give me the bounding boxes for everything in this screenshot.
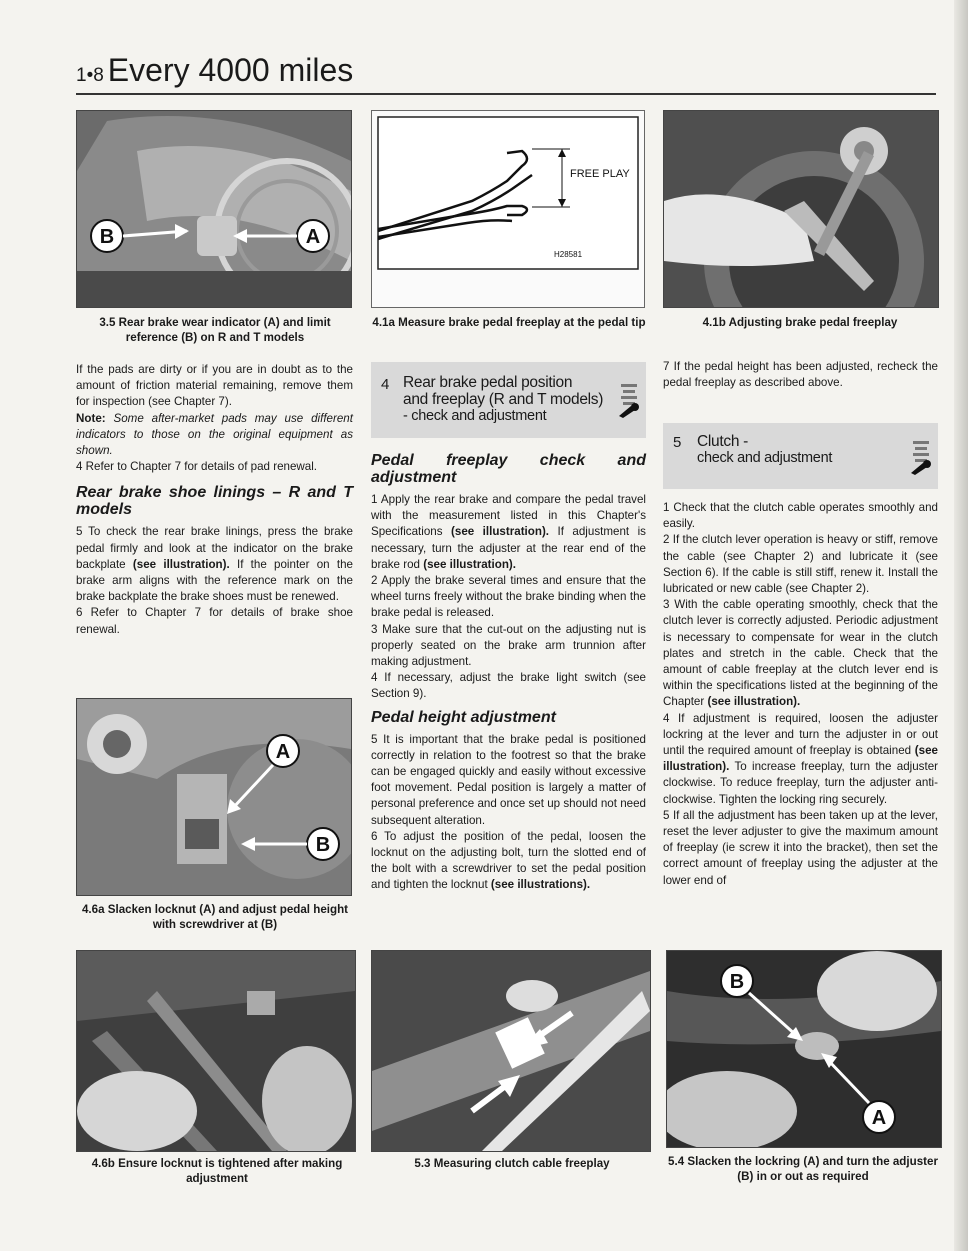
- photo-ensure-locknut-tightened: [76, 950, 356, 1152]
- free-play-label: FREE PLAY: [570, 168, 630, 180]
- paragraph: 1 Apply the rear brake and compare the pedal travel with the measurement listed in this Chapter's Specifications (see illustration). If adjustment is necessary, turn the adjuster at the rear end of the brake rod (see illustration).: [371, 493, 646, 571]
- paragraph: 2 Apply the brake several times and ensure that the wheel turns freely without the brake binding when the brake pedal is released.: [371, 574, 646, 620]
- heading-rear-brake-shoe-linings: Rear brake shoe linings – R and T models: [76, 484, 353, 519]
- paragraph: 3 With the cable operating smoothly, check that the clutch lever is correctly adjusted. Periodic adjustment is necessary to compensate for wear in the clutch plates and stretch in the cable. Check that the amount of cable freeplay at the clutch lever end is within the specifications listed at the beginning of the Chapter (see illustration).: [663, 598, 938, 709]
- section-title-line2: and freeplay (R and T models): [403, 391, 604, 408]
- photo-slacken-lockring: [666, 950, 942, 1148]
- section-4-heading-box: [371, 362, 646, 438]
- paragraph: 4 Refer to Chapter 7 for details of pad renewal.: [76, 460, 318, 474]
- section-subtitle: - check and adjustment: [403, 408, 547, 424]
- caption-fig-3-5: 3.5 Rear brake wear indicator (A) and limit reference (B) on R and T models: [99, 316, 331, 344]
- wrench-icon: [617, 382, 641, 418]
- marker-b: [307, 828, 339, 860]
- page-edge-shadow: [954, 0, 968, 1251]
- svg-text:A: A: [871, 1107, 887, 1129]
- section-title: [697, 433, 832, 467]
- paragraph: If the pads are dirty or if you are in doubt as to the amount of friction material remaining, remove them for inspection (see Chapter 7).: [76, 363, 353, 409]
- paragraph: 3 Make sure that the cut-out on the adjusting nut is properly seated on the brake arm trunnion after making adjustment.: [371, 622, 646, 669]
- caption-fig-4-6b: 4.6b Ensure locknut is tightened after making adjustment: [91, 1157, 343, 1185]
- section-title: [403, 374, 603, 425]
- page-number: 1•8: [76, 65, 104, 86]
- svg-text:A: A: [305, 226, 321, 248]
- paragraph: 4 If adjustment is required, loosen the adjuster lockring at the lever and turn the adjuster in or out until the required amount of freeplay is obtained (see illustration). To increase freeplay, turn the adjuster clockwise. To reduce freeplay, turn the adjuster anti-clockwise. Tighten the locking ring securely.: [663, 711, 939, 806]
- svg-text:B: B: [99, 226, 115, 248]
- diagram-brake-pedal-freeplay: [371, 110, 645, 308]
- paragraph: 5 If all the adjustment has been taken up at the lever, reset the lever adjuster to give the maximum amount of freeplay (ie screw it into the bracket), then set the correct amount of freeplay using the adjuster at the lower end of: [663, 808, 938, 887]
- paragraph: 7 If the pedal height has been adjusted, recheck the pedal freeplay as described above.: [663, 360, 938, 390]
- header-rule: [76, 93, 936, 95]
- svg-text:B: B: [729, 971, 745, 993]
- right-column-text-top: [663, 359, 938, 391]
- caption-fig-5-4: 5.4 Slacken the lockring (A) and turn the adjuster (B) in or out as required: [668, 1155, 938, 1183]
- middle-column-text: [371, 450, 646, 894]
- photo-adjusting-brake-pedal: [663, 110, 939, 308]
- section-title-line1: Clutch -: [697, 433, 749, 450]
- caption-fig-4-6a: 4.6a Slacken locknut (A) and adjust pedal height with screwdriver at (B): [81, 903, 349, 931]
- caption-fig-5-3: 5.3 Measuring clutch cable freeplay: [414, 1157, 610, 1170]
- page-header: [76, 52, 353, 89]
- paragraph: 6 Refer to Chapter 7 for details of brake shoe renewal.: [76, 606, 353, 636]
- section-title-line1: Rear brake pedal position: [403, 374, 573, 391]
- caption-fig-4-1b: 4.1b Adjusting brake pedal freeplay: [702, 316, 898, 329]
- left-column-text: [76, 362, 353, 638]
- diagram-ref: H28581: [554, 250, 583, 259]
- photo-rear-brake-wear-indicator: [76, 110, 352, 308]
- heading-pedal-freeplay: Pedal freeplay check and adjustment: [371, 452, 646, 486]
- paragraph: 6 To adjust the position of the pedal, loosen the locknut on the adjusting bolt, turn the slotted end of the bolt with a screwdriver to set the pedal position and tighten the locknut (see illustrations).: [371, 829, 646, 892]
- section-number: 4: [381, 376, 390, 393]
- section-5-heading-box: [663, 423, 938, 489]
- paragraph: 2 If the clutch lever operation is heavy or stiff, remove the cable (see Chapter 2) and lubricate it (see Section 6). If the cable is still stiff, renew it. Install the lubricated or new cable (see Chapter 2).: [663, 533, 938, 596]
- svg-text:A: A: [275, 741, 291, 763]
- page-title: Every 4000 miles: [107, 52, 354, 88]
- paragraph: 1 Check that the clutch cable operates smoothly and easily.: [663, 501, 938, 531]
- photo-slacken-locknut: [76, 698, 352, 896]
- paragraph: 5 To check the rear brake linings, press the brake pedal firmly and look at the indicator on the brake backplate (see illustration). If the pointer on the brake arm aligns with the reference mark on the brake backplate the brake shoes must be renewed.: [76, 525, 353, 604]
- photo-measuring-clutch-cable: [371, 950, 651, 1152]
- wrench-icon: [909, 439, 933, 475]
- section-number: 5: [673, 434, 682, 451]
- paragraph: 5 It is important that the brake pedal is positioned correctly in relation to the footrest so that the brake can be engaged quickly and easily without excessive foot movement. Pedal position is largely a matter of personal preference and once set up should not need subsequent alteration.: [371, 732, 646, 827]
- marker-a: [297, 220, 329, 252]
- section-subtitle: check and adjustment: [697, 450, 833, 466]
- marker-a: [267, 735, 299, 767]
- marker-b: [91, 220, 123, 252]
- note-label: Note:: [76, 411, 106, 425]
- caption-fig-4-1a: 4.1a Measure brake pedal freeplay at the pedal tip: [372, 316, 646, 329]
- marker-b: [721, 965, 753, 997]
- note-text: Some after-market pads may use different indicators to those on the original equipment as shown.: [76, 411, 353, 458]
- note: [76, 411, 353, 460]
- marker-a: [863, 1101, 895, 1133]
- paragraph: 4 If necessary, adjust the brake light switch (see Section 9).: [371, 671, 646, 701]
- heading-pedal-height: Pedal height adjustment: [371, 708, 556, 726]
- right-column-text-clutch: [663, 500, 938, 889]
- svg-text:B: B: [315, 834, 331, 856]
